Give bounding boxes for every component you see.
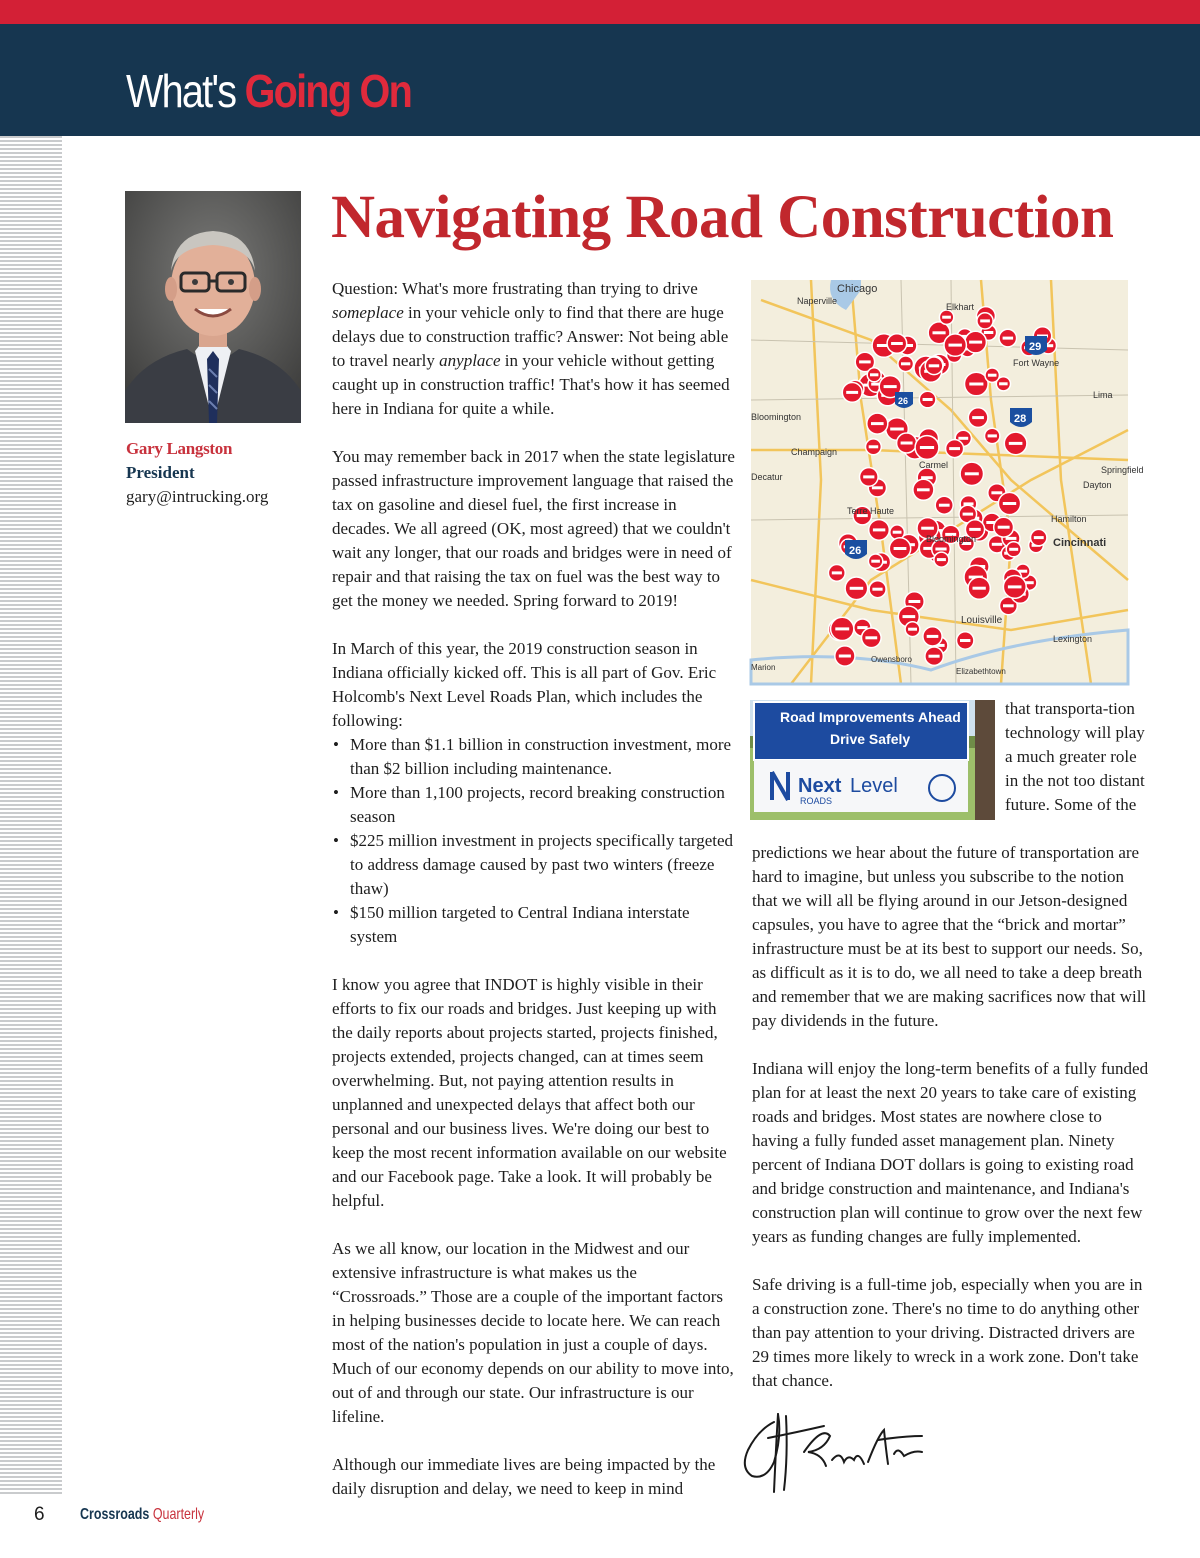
construction-marker-icon bbox=[897, 433, 917, 453]
map-city-label: Dayton bbox=[1083, 480, 1112, 490]
construction-marker-icon bbox=[831, 617, 854, 640]
intro-text-3: in your vehicle without getting caught up in construction traffic! That's how it has seemed here in Indiana for quite a while. bbox=[332, 351, 730, 418]
construction-marker-icon bbox=[862, 628, 882, 648]
author-block bbox=[126, 437, 268, 509]
map-city-label: Terre Haute bbox=[847, 506, 895, 516]
paragraph: In March of this year, the 2019 construction season in Indiana officially kicked off. This is all part of Gov. Eric Holcomb's Next Level Roads Plan, which includes the following: bbox=[332, 639, 717, 730]
article-column-right bbox=[752, 841, 1152, 1417]
construction-marker-icon bbox=[968, 408, 988, 428]
construction-marker-icon bbox=[845, 577, 868, 600]
intro-text-2: in your vehicle only to find that there are huge delays due to construction traffic? Answer: Not being able to travel nearly bbox=[332, 303, 729, 370]
construction-marker-icon bbox=[985, 368, 999, 382]
top-red-bar bbox=[0, 0, 1200, 24]
construction-marker-icon bbox=[1003, 576, 1026, 599]
bullet-item: • More than 1,100 projects, record breaking construction season bbox=[332, 781, 736, 829]
construction-marker-icon bbox=[946, 440, 964, 458]
map-city-label: Carmel bbox=[919, 460, 949, 470]
construction-marker-icon bbox=[868, 554, 882, 568]
page-number: 6 bbox=[34, 1504, 45, 1525]
bullet-item: • $225 million investment in projects specifically targeted to address damage caused by past two winters (freeze thaw) bbox=[332, 829, 736, 901]
construction-marker-icon bbox=[898, 356, 914, 372]
magazine-name bbox=[80, 1506, 204, 1524]
author-name: Gary Langston bbox=[126, 439, 233, 458]
highway-shield bbox=[845, 540, 867, 559]
paragraph: that transporta-tion technology will play a much greater role in the not too distant future. Some of the bbox=[1005, 699, 1145, 814]
construction-marker-icon bbox=[968, 577, 990, 599]
highway-shield bbox=[1010, 408, 1032, 427]
construction-marker-icon bbox=[866, 439, 882, 455]
intro-emphasis-1: someplace bbox=[332, 303, 404, 322]
sign-brand-sub: ROADS bbox=[800, 796, 833, 806]
section-title-bold: Going On bbox=[244, 65, 412, 117]
construction-marker-icon bbox=[999, 329, 1017, 347]
map-city-label: Champaign bbox=[791, 447, 838, 457]
intro-text-1: Question: What's more frustrating than trying to drive bbox=[332, 279, 698, 298]
road-sign-photo bbox=[750, 700, 995, 820]
construction-marker-icon bbox=[1004, 432, 1027, 455]
construction-marker-icon bbox=[869, 520, 890, 541]
map-city-label: Lima bbox=[1093, 390, 1113, 400]
intro-emphasis-2: anyplace bbox=[439, 351, 501, 370]
construction-marker-icon bbox=[905, 622, 920, 637]
map-city-label: Marion bbox=[751, 663, 776, 672]
paragraph: I know you agree that INDOT is highly visible in their efforts to fix our roads and bridges. Just keeping up with the daily reports about projects started, projects finished, projects extended, projects changed, can at times seem overwhelming. But, not paying attention results in unplanned and unexpected delays that affect both our personal and our business lives. We're doing our best to keep the most recent information available on our website and our Facebook page. Take a look. It will probably be helpful. bbox=[332, 975, 727, 1210]
paragraph: Safe driving is a full-time job, especially when you are in a construction zone. There's no time to do anything other than pay attention to your driving. Distracted drivers are 29 times more likely to wreck in a work zone. Don't take that chance. bbox=[752, 1275, 1143, 1390]
construction-marker-icon bbox=[860, 468, 879, 487]
author-role: President bbox=[126, 463, 195, 482]
construction-marker-icon bbox=[828, 565, 845, 582]
map-city-label: Bloomington bbox=[751, 412, 802, 422]
map-city-label: Lexington bbox=[1053, 634, 1093, 644]
construction-marker-icon bbox=[944, 334, 966, 356]
map-city-label: Elkhart bbox=[946, 302, 975, 312]
highway-shield-number: 28 bbox=[1014, 413, 1027, 425]
construction-marker-icon bbox=[867, 368, 881, 382]
paragraph: As we all know, our location in the Midwest and our extensive infrastructure is what makes us the “Crossroads.” Those are a couple of the important factors in helping businesses decide to locate here. We can reach most of the nation's population in just a couple of days. Much of our economy depends on our ability to move into, out of and through our state. Our infrastructure is our lifeline. bbox=[332, 1239, 734, 1426]
construction-marker-icon bbox=[935, 496, 953, 514]
construction-marker-icon bbox=[1006, 542, 1021, 557]
construction-marker-icon bbox=[913, 479, 934, 500]
highway-shield-number: 26 bbox=[898, 396, 909, 406]
paragraph: Indiana will enjoy the long-term benefits of a fully funded plan for at least the next 20 years to take care of existing roads and bridges. Most states are nowhere close to having a fully funded asset management plan. Ninety percent of Indiana DOT dollars is going to existing road and bridge construction and maintenance, and Indiana's construction plan will continue to grow over the next few years as funding changes are fully implemented. bbox=[752, 1059, 1149, 1246]
construction-marker-icon bbox=[985, 428, 1000, 443]
construction-marker-icon bbox=[887, 334, 907, 354]
section-header bbox=[0, 24, 1200, 136]
map-city-label: Hamilton bbox=[1051, 514, 1087, 524]
construction-marker-icon bbox=[923, 627, 942, 646]
decorative-stripes bbox=[0, 136, 62, 1496]
intro-paragraph bbox=[332, 277, 736, 421]
article-column-right-wrap bbox=[1005, 697, 1145, 817]
highway-shield-number: 29 bbox=[1029, 341, 1042, 353]
construction-marker-icon bbox=[842, 383, 862, 403]
construction-map bbox=[751, 280, 1144, 684]
construction-marker-icon bbox=[867, 413, 888, 434]
construction-marker-icon bbox=[965, 331, 987, 353]
construction-marker-icon bbox=[915, 436, 939, 460]
construction-marker-icon bbox=[925, 357, 943, 375]
construction-marker-icon bbox=[960, 462, 983, 485]
construction-marker-icon bbox=[994, 517, 1014, 537]
highway-shield bbox=[895, 392, 913, 408]
highway-shield-number: 26 bbox=[849, 545, 862, 557]
construction-marker-icon bbox=[977, 313, 993, 329]
construction-marker-icon bbox=[869, 581, 886, 598]
map-city-label: Bloomington bbox=[926, 534, 977, 544]
paragraph: You may remember back in 2017 when the state legislature passed infrastructure improvement language that raised the tax on gasoline and diesel fuel, the first increase in decades. We all agreed (OK, most agreed) that we couldn't wait any longer, that our roads and bridges were in need of repair and that raising the tax on fuel was the best way to get the money we needed. Spring forward to 2019! bbox=[332, 447, 735, 610]
author-email[interactable]: gary@intrucking.org bbox=[126, 487, 269, 506]
sign-line-1: Road Improvements Ahead bbox=[780, 709, 961, 725]
map-city-label: Springfield bbox=[1101, 465, 1144, 475]
map-city-label: Fort Wayne bbox=[1013, 358, 1060, 368]
article-title: Navigating Road Construction bbox=[331, 184, 1114, 251]
bullet-item: • More than $1.1 billion in construction investment, more than $2 billion including maintenance. bbox=[332, 733, 736, 781]
bullet-item: • $150 million targeted to Central Indiana interstate system bbox=[332, 901, 736, 949]
construction-marker-icon bbox=[939, 310, 953, 324]
article-column-left bbox=[332, 277, 736, 1525]
map-city-label: Chicago bbox=[837, 283, 878, 295]
construction-marker-icon bbox=[998, 492, 1020, 514]
highway-shield bbox=[1025, 336, 1047, 355]
construction-marker-icon bbox=[925, 647, 943, 665]
map-city-label: Naperville bbox=[797, 296, 838, 306]
map-city-label: Owensboro bbox=[871, 655, 912, 664]
construction-marker-icon bbox=[1031, 529, 1047, 545]
construction-marker-icon bbox=[957, 632, 974, 649]
construction-marker-icon bbox=[835, 646, 855, 666]
construction-marker-icon bbox=[919, 391, 936, 408]
map-city-label: Cincinnati bbox=[1053, 537, 1107, 549]
author-signature bbox=[738, 1406, 928, 1500]
sign-brand-light: Level bbox=[850, 775, 898, 797]
sign-line-2: Drive Safely bbox=[830, 731, 911, 747]
author-photo bbox=[125, 191, 301, 423]
bullet-list bbox=[332, 733, 736, 949]
paragraph: predictions we hear about the future of transportation are hard to imagine, but unless you subscribe to the notion that we will all be flying around in our Jetson-designed capsules, you have to agree that the “brick and mortar” infrastructure must be at its best to support our needs. So, as difficult as it is to do, we all need to take a deep breath and remember that we are making sacrifices now that will pay dividends in the future. bbox=[752, 843, 1147, 1030]
map-city-label: Louisville bbox=[961, 615, 1003, 626]
paragraph: Although our immediate lives are being impacted by the daily disruption and delay, we need to keep in mind bbox=[332, 1455, 716, 1498]
map-city-label: Elizabethtown bbox=[956, 667, 1006, 676]
magazine-name-bold: Crossroads bbox=[80, 1506, 150, 1523]
map-city-label: Decatur bbox=[751, 472, 783, 482]
construction-marker-icon bbox=[934, 552, 949, 567]
section-title-light: What's bbox=[126, 65, 245, 117]
construction-marker-icon bbox=[889, 538, 910, 559]
section-title bbox=[126, 64, 411, 118]
magazine-name-light: Quarterly bbox=[152, 1506, 205, 1523]
sign-brand-bold: Next bbox=[798, 775, 842, 797]
